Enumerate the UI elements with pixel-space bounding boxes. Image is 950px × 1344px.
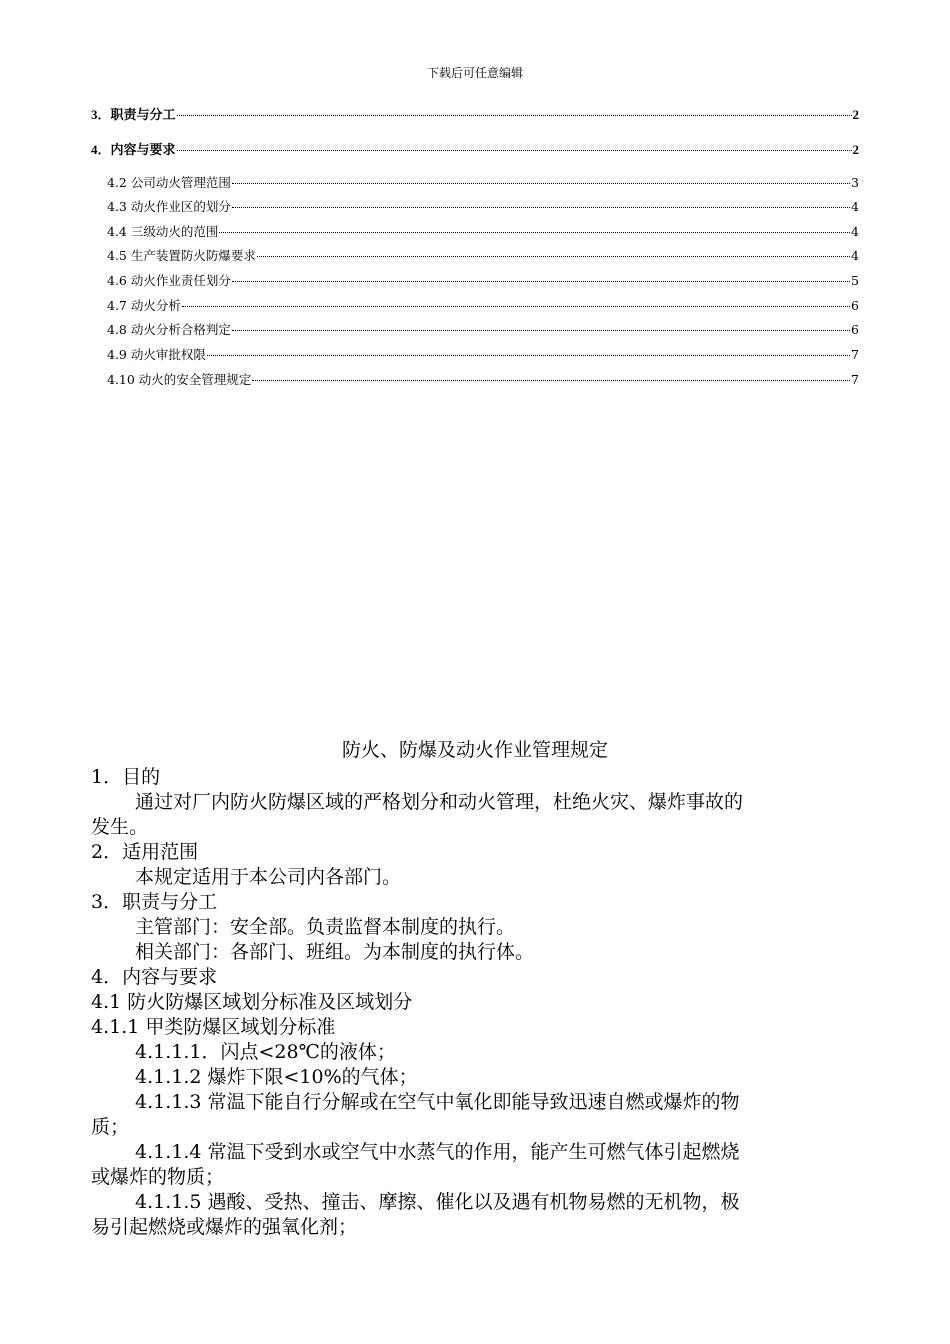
section-heading: 1．目的 xyxy=(91,766,161,788)
toc-entry[interactable] xyxy=(91,320,859,338)
document-title: 防火、防爆及动火作业管理规定 xyxy=(341,739,608,761)
toc-entry-page: 6 xyxy=(851,298,859,313)
toc-entry[interactable] xyxy=(91,246,859,264)
toc-leader-dots xyxy=(252,380,850,381)
toc-entry[interactable] xyxy=(91,197,859,215)
toc-entry-page: 2 xyxy=(852,142,859,157)
toc-leader-dots xyxy=(182,306,850,307)
toc-leader-dots xyxy=(219,232,850,233)
toc-entry-title: 4.5 生产装置防火防爆要求 xyxy=(107,248,256,263)
toc-leader-dots xyxy=(232,207,850,208)
paragraph-line: 相关部门：各部门、班组。为本制度的执行体。 xyxy=(135,941,535,963)
list-item: 4.1.1.1．闪点<28℃的液体； xyxy=(135,1041,396,1063)
list-item: 4.1.1.4 常温下受到水或空气中水蒸气的作用，能产生可燃气体引起燃烧 xyxy=(135,1141,740,1163)
paragraph-line: 质； xyxy=(91,1116,130,1138)
toc-entry[interactable] xyxy=(91,104,859,123)
page-header: 下载后可任意编辑 xyxy=(426,66,523,80)
paragraph-line: 发生。 xyxy=(91,816,149,838)
toc-entry-page: 4 xyxy=(851,199,859,214)
toc-entry-page: 7 xyxy=(851,347,859,362)
paragraph-line: 本规定适用于本公司内各部门。 xyxy=(135,866,402,888)
toc-leader-dots xyxy=(207,355,850,356)
toc-entry-title: 4.4 三级动火的范围 xyxy=(107,224,219,239)
toc-leader-dots xyxy=(257,256,850,257)
section-heading: 3．职责与分工 xyxy=(91,891,218,913)
toc-leader-dots xyxy=(232,281,850,282)
toc-entry[interactable] xyxy=(91,345,859,363)
toc-entry[interactable] xyxy=(91,173,859,191)
toc-leader-dots xyxy=(177,115,852,116)
toc-entry[interactable] xyxy=(91,296,859,314)
toc-entry-title: 4.2 公司动火管理范围 xyxy=(107,175,231,190)
toc-entry-title: 3．职责与分工 xyxy=(91,107,176,122)
toc-entry-title: 4.7 动火分析 xyxy=(107,298,181,313)
list-item: 4.1.1.3 常温下能自行分解或在空气中氧化即能导致迅速自燃或爆炸的物 xyxy=(135,1091,740,1113)
toc-entry-title: 4.10 动火的安全管理规定 xyxy=(107,372,252,387)
toc-leader-dots xyxy=(232,330,850,331)
list-item: 4.1.1.5 遇酸、受热、撞击、摩擦、催化以及遇有机物易燃的无机物，极 xyxy=(135,1191,740,1213)
toc-entry-title: 4.9 动火审批权限 xyxy=(107,347,206,362)
subsection-heading: 4.1.1 甲类防爆区域划分标准 xyxy=(91,1016,336,1038)
toc-entry-page: 7 xyxy=(851,372,859,387)
toc-entry[interactable] xyxy=(91,222,859,240)
toc-entry[interactable] xyxy=(91,370,859,388)
paragraph-line: 易引起燃烧或爆炸的强氧化剂； xyxy=(91,1216,358,1238)
paragraph-line: 通过对厂内防火防爆区域的严格划分和动火管理，杜绝火灾、爆炸事故的 xyxy=(135,791,744,813)
toc-entry-page: 4 xyxy=(851,224,859,239)
toc-entry-page: 5 xyxy=(851,273,859,288)
section-heading: 4．内容与要求 xyxy=(91,966,218,988)
toc-entry-title: 4．内容与要求 xyxy=(91,142,176,157)
toc-leader-dots xyxy=(232,183,850,184)
paragraph-line: 主管部门：安全部。负责监督本制度的执行。 xyxy=(135,916,516,938)
toc-entry-page: 2 xyxy=(852,107,859,122)
toc-entry-page: 3 xyxy=(851,175,859,190)
list-item: 4.1.1.2 爆炸下限<10%的气体； xyxy=(135,1066,418,1088)
toc-entry-page: 6 xyxy=(851,322,859,337)
toc-entry-title: 4.3 动火作业区的划分 xyxy=(107,199,231,214)
paragraph-line: 或爆炸的物质； xyxy=(91,1166,225,1188)
toc-entry-title: 4.6 动火作业责任划分 xyxy=(107,273,231,288)
section-heading: 2．适用范围 xyxy=(91,841,199,863)
subsection-heading: 4.1 防火防爆区域划分标准及区域划分 xyxy=(91,991,413,1013)
toc-entry-title: 4.8 动火分析合格判定 xyxy=(107,322,231,337)
toc-entry-page: 4 xyxy=(851,248,859,263)
toc-entry[interactable] xyxy=(91,271,859,289)
toc-leader-dots xyxy=(177,150,852,151)
toc-entry[interactable] xyxy=(91,139,859,158)
